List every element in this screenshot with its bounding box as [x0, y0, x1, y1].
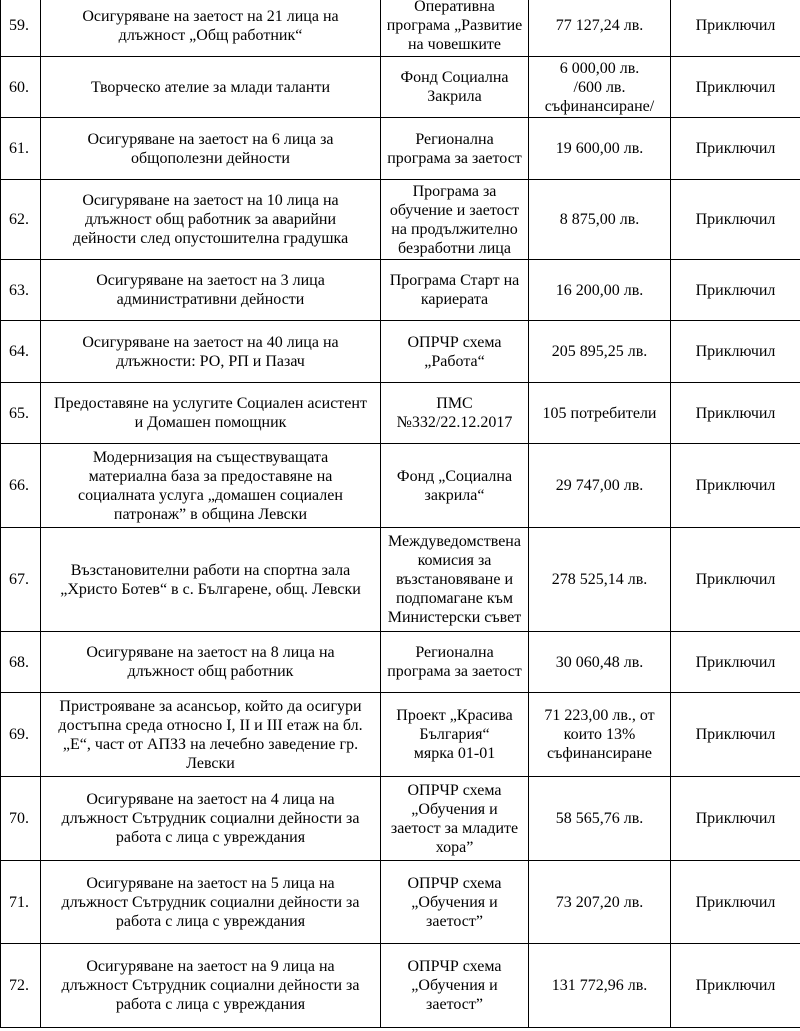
project-status: Приключил [671, 528, 800, 632]
project-description: Осигуряване на заетост на 6 лица за общополезни дейности [41, 118, 381, 180]
project-amount: 6 000,00 лв. /600 лв. съфинансиране/ [529, 57, 671, 118]
project-description: Творческо ателие за млади таланти [41, 57, 381, 118]
project-amount: 205 895,25 лв. [529, 321, 671, 383]
row-number: 64. [1, 321, 41, 383]
project-amount: 131 772,96 лв. [529, 944, 671, 1028]
funding-program: Регионална програма за заетост [381, 118, 529, 180]
row-number: 68. [1, 632, 41, 693]
project-description: Осигуряване на заетост на 5 лица на длъжност Сътрудник социални дейности за работа с лица с увреждания [41, 861, 381, 944]
table-row [1, 944, 800, 1028]
funding-program: Междуведомствена комисия за възстановяване и подпомагане към Министерски съвет [381, 528, 529, 632]
project-description: Осигуряване на заетост на 3 лица административни дейности [41, 260, 381, 321]
row-number: 61. [1, 118, 41, 180]
project-status: Приключил [671, 321, 800, 383]
row-number: 69. [1, 693, 41, 777]
row-number: 70. [1, 777, 41, 861]
project-description: Осигуряване на заетост на 40 лица на длъжности: РО, РП и Пазач [41, 321, 381, 383]
project-status: Приключил [671, 944, 800, 1028]
project-status: Приключил [671, 260, 800, 321]
row-number: 71. [1, 861, 41, 944]
table-row [1, 260, 800, 321]
project-status: Приключил [671, 57, 800, 118]
project-status: Приключил [671, 444, 800, 528]
project-description: Възстановителни работи на спортна зала „Христо Ботев“ в с. Българене, общ. Левски [41, 528, 381, 632]
row-number: 62. [1, 180, 41, 260]
project-amount: 30 060,48 лв. [529, 632, 671, 693]
project-status: Приключил [671, 777, 800, 861]
row-number: 72. [1, 944, 41, 1028]
funding-program: ОПРЧР схема „Работа“ [381, 321, 529, 383]
project-status: Приключил [671, 118, 800, 180]
project-amount: 71 223,00 лв., от които 13% съфинансиране [529, 693, 671, 777]
funding-program: Фонд „Социална закрила“ [381, 444, 529, 528]
funding-program: ОПРЧР схема „Обучения и заетост за младите хора” [381, 777, 529, 861]
project-amount: 73 207,20 лв. [529, 861, 671, 944]
table-row [1, 528, 800, 632]
funding-program: Фонд Социална Закрила [381, 57, 529, 118]
project-amount: 19 600,00 лв. [529, 118, 671, 180]
table-row [1, 444, 800, 528]
project-amount: 29 747,00 лв. [529, 444, 671, 528]
project-description: Осигуряване на заетост на 4 лица на длъжност Сътрудник социални дейности за работа с лица с увреждания [41, 777, 381, 861]
table-row [1, 777, 800, 861]
funding-program: Оперативна програма „Развитие на човешките [381, 0, 529, 57]
project-amount: 16 200,00 лв. [529, 260, 671, 321]
project-description: Модернизация на съществуващата материална база за предоставяне на социалната услуга „домашен социален патронаж” в община Левски [41, 444, 381, 528]
project-description: Осигуряване на заетост на 21 лица на длъжност „Общ работник“ [41, 0, 381, 57]
project-status: Приключил [671, 0, 800, 57]
table-row [1, 321, 800, 383]
funding-program: Програма за обучение и заетост на продължително безработни лица [381, 180, 529, 260]
row-number: 63. [1, 260, 41, 321]
row-number: 60. [1, 57, 41, 118]
funding-program: Регионална програма за заетост [381, 632, 529, 693]
table-row [1, 57, 800, 118]
table-row [1, 693, 800, 777]
table-row [1, 0, 800, 57]
project-amount: 8 875,00 лв. [529, 180, 671, 260]
row-number: 66. [1, 444, 41, 528]
project-description: Предоставяне на услугите Социален асистент и Домашен помощник [41, 383, 381, 444]
row-number: 67. [1, 528, 41, 632]
project-status: Приключил [671, 383, 800, 444]
row-number: 65. [1, 383, 41, 444]
project-description: Осигуряване на заетост на 8 лица на длъжност общ работник [41, 632, 381, 693]
funding-program: ОПРЧР схема „Обучения и заетост” [381, 944, 529, 1028]
project-status: Приключил [671, 180, 800, 260]
table-row [1, 383, 800, 444]
table-row [1, 180, 800, 260]
project-amount: 58 565,76 лв. [529, 777, 671, 861]
funding-program: ОПРЧР схема „Обучения и заетост” [381, 861, 529, 944]
table-row [1, 632, 800, 693]
project-description: Пристрояване за асансьор, който да осигури достъпна среда относно I, II и III етаж на бл. „Е“, част от АПЗЗ на лечебно заведение гр. Левски [41, 693, 381, 777]
row-number: 59. [1, 0, 41, 57]
project-description: Осигуряване на заетост на 9 лица на длъжност Сътрудник социални дейности за работа с лица с увреждания [41, 944, 381, 1028]
table-row [1, 861, 800, 944]
project-amount: 77 127,24 лв. [529, 0, 671, 57]
project-amount: 278 525,14 лв. [529, 528, 671, 632]
project-amount: 105 потребители [529, 383, 671, 444]
project-status: Приключил [671, 861, 800, 944]
project-description: Осигуряване на заетост на 10 лица на длъжност общ работник за аварийни дейности след опустошителна градушка [41, 180, 381, 260]
funding-program: Проект „Красива България“ мярка 01-01 [381, 693, 529, 777]
project-status: Приключил [671, 632, 800, 693]
project-status: Приключил [671, 693, 800, 777]
funding-program: Програма Старт на кариерата [381, 260, 529, 321]
funding-program: ПМС №332/22.12.2017 [381, 383, 529, 444]
table-row [1, 118, 800, 180]
